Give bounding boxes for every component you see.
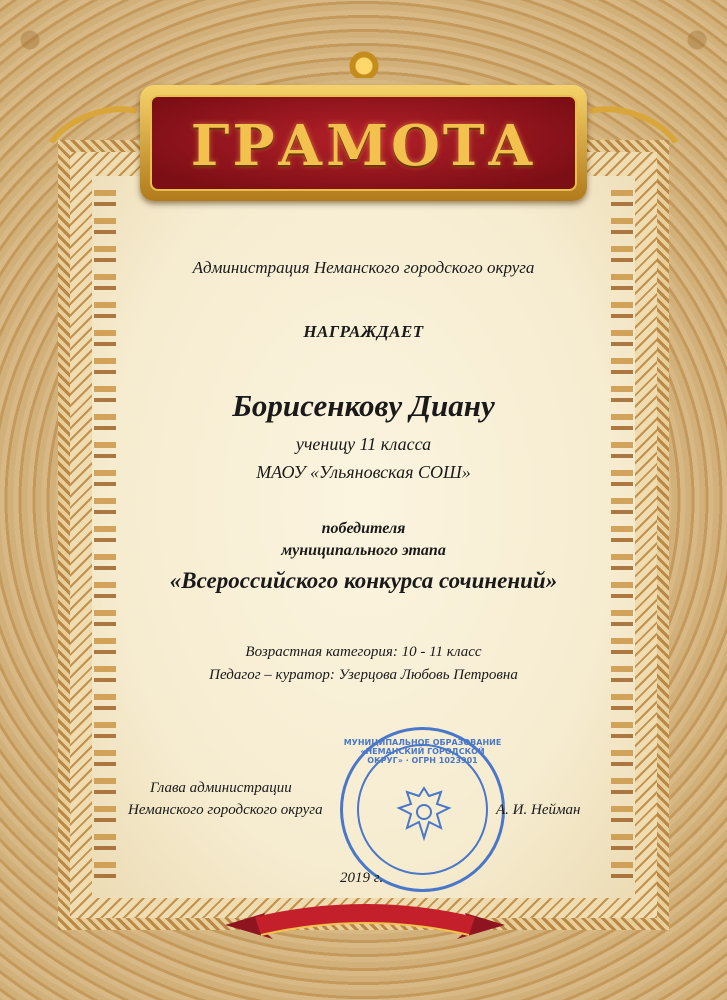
awards-label: НАГРАЖДАЕТ	[303, 322, 424, 341]
crest-ornament	[345, 38, 383, 78]
recipient-class: ученицу 11 класса	[295, 434, 432, 454]
recipient-name: Борисенкову Диану	[232, 388, 495, 423]
achievement-line-1: победителя	[321, 520, 406, 537]
issuer-line: Администрация Неманского городского округа	[192, 258, 535, 277]
official-stamp	[340, 727, 505, 892]
eagle-emblem-icon	[393, 782, 455, 846]
banner-red-panel	[150, 95, 577, 191]
banner-plate	[140, 85, 587, 201]
title-banner	[0, 30, 727, 200]
stamp-text: МУНИЦИПАЛЬНОЕ ОБРАЗОВАНИЕ «НЕМАНСКИЙ ГОРОДСКОЙ ОКРУГ» · ОГРН 1023901	[343, 738, 502, 765]
recipient-school: МАОУ «Ульяновская СОШ»	[256, 462, 471, 482]
contest-name: «Всероссийского конкурса сочинений»	[169, 568, 558, 593]
age-category: Возрастная категория: 10 - 11 класс	[245, 644, 482, 660]
certificate-year: 2019 г.	[340, 870, 384, 886]
certificate-title: ГРАМОТА	[190, 113, 537, 179]
achievement-line-2: муниципального этапа	[281, 542, 446, 559]
signatory-name: А. И. Нейман	[496, 802, 581, 818]
red-ribbon-ornament	[225, 895, 505, 950]
signatory-position-line-1: Глава администрации	[150, 780, 292, 796]
teacher-curator: Педагог – куратор: Узерцова Любовь Петровна	[209, 667, 518, 683]
signatory-position-line-2: Неманского городского округа	[128, 802, 323, 818]
